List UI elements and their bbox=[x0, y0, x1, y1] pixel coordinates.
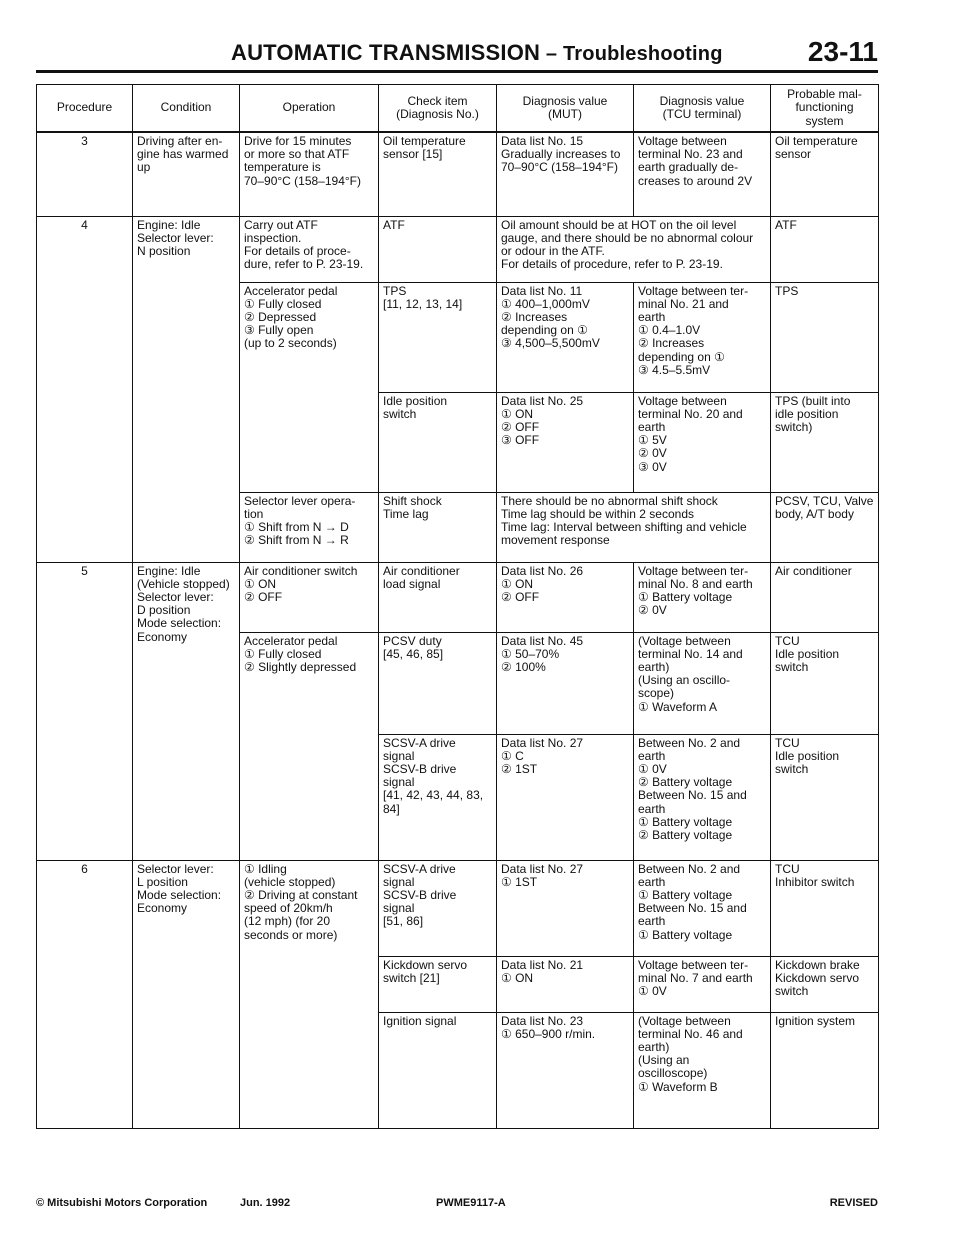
table-header-row bbox=[37, 85, 879, 133]
diagnosis-merged-cell: There should be no abnormal shift shock Time lag should be within 2 seconds Time lag: Interval between shifting and vehicle movement response bbox=[497, 492, 771, 562]
procedure-cell: 6 bbox=[37, 860, 133, 1128]
operation-cell: Drive for 15 minutes or more so that ATF temperature is 70–90°C (158–194°F) bbox=[240, 132, 379, 216]
operation-cell: Accelerator pedal ① Fully closed ② Depressed ③ Fully open (up to 2 seconds) bbox=[240, 282, 379, 492]
mut-value-cell: Data list No. 23 ① 650–900 r/min. bbox=[497, 1012, 634, 1128]
tcu-value-cell: Voltage between ter- minal No. 8 and earth ① Battery voltage ② 0V bbox=[634, 562, 771, 632]
system-cell: Ignition system bbox=[771, 1012, 879, 1128]
footer-code: PWME9117-A bbox=[436, 1197, 506, 1209]
mut-value-cell: Data list No. 27 ① 1ST bbox=[497, 860, 634, 956]
tcu-value-cell: Between No. 2 and earth ① Battery voltage Between No. 15 and earth ① Battery voltage bbox=[634, 860, 771, 956]
check-item-cell: SCSV-A drive signal SCSV-B drive signal [51, 86] bbox=[379, 860, 497, 956]
system-cell: ATF bbox=[771, 216, 879, 282]
mut-value-cell: Data list No. 21 ① ON bbox=[497, 956, 634, 1012]
procedure-cell: 5 bbox=[37, 562, 133, 860]
table-row bbox=[37, 860, 879, 956]
procedure-cell: 4 bbox=[37, 216, 133, 562]
mut-value-cell: Data list No. 26 ① ON ② OFF bbox=[497, 562, 634, 632]
system-cell: Air conditioner bbox=[771, 562, 879, 632]
title-sub: Troubleshooting bbox=[562, 43, 723, 65]
table-row bbox=[37, 562, 879, 632]
operation-cell: Air conditioner switch ① ON ② OFF bbox=[240, 562, 379, 632]
check-item-cell: PCSV duty [45, 46, 85] bbox=[379, 632, 497, 734]
tcu-value-cell: (Voltage between terminal No. 46 and earth) (Using an oscilloscope) ① Waveform B bbox=[634, 1012, 771, 1128]
col-check-item: Check item (Diagnosis No.) bbox=[379, 85, 497, 133]
system-cell: Kickdown brake Kickdown servo switch bbox=[771, 956, 879, 1012]
condition-cell: Selector lever: L position Mode selection: Economy bbox=[133, 860, 240, 1128]
col-diagnosis-tcu: Diagnosis value (TCU terminal) bbox=[634, 85, 771, 133]
check-item-cell: Kickdown servo switch [21] bbox=[379, 956, 497, 1012]
mut-value-cell: Data list No. 11 ① 400–1,000mV ② Increases depending on ① ③ 4,500–5,500mV bbox=[497, 282, 634, 392]
check-item-cell: SCSV-A drive signal SCSV-B drive signal [41, 42, 43, 44, 83, 84] bbox=[379, 734, 497, 860]
footer-copyright: © Mitsubishi Motors Corporation bbox=[36, 1197, 208, 1209]
check-item-cell: Ignition signal bbox=[379, 1012, 497, 1128]
system-cell: TCU Idle position switch bbox=[771, 632, 879, 734]
system-cell: TPS bbox=[771, 282, 879, 392]
title-dash: – bbox=[540, 43, 563, 65]
check-item-cell: Oil temperature sensor [15] bbox=[379, 132, 497, 216]
operation-cell: Accelerator pedal ① Fully closed ② Slightly depressed bbox=[240, 632, 379, 860]
tcu-value-cell: Voltage between ter- minal No. 7 and earth ① 0V bbox=[634, 956, 771, 1012]
page-number: 23-11 bbox=[807, 36, 878, 67]
mut-value-cell: Data list No. 25 ① ON ② OFF ③ OFF bbox=[497, 392, 634, 492]
col-procedure: Procedure bbox=[37, 85, 133, 133]
operation-cell: Carry out ATF inspection. For details of proce- dure, refer to P. 23-19. bbox=[240, 216, 379, 282]
operation-cell: Selector lever opera- tion ① Shift from N → D ② Shift from N → R bbox=[240, 492, 379, 562]
table-row bbox=[37, 132, 879, 216]
col-diagnosis-mut: Diagnosis value (MUT) bbox=[497, 85, 634, 133]
system-cell: TPS (built into idle position switch) bbox=[771, 392, 879, 492]
mut-value-cell: Data list No. 15 Gradually increases to 70–90°C (158–194°F) bbox=[497, 132, 634, 216]
check-item-cell: Idle position switch bbox=[379, 392, 497, 492]
check-item-cell: Air conditioner load signal bbox=[379, 562, 497, 632]
system-cell: TCU Inhibitor switch bbox=[771, 860, 879, 956]
footer-date: Jun. 1992 bbox=[240, 1197, 291, 1209]
mut-value-cell: Data list No. 27 ① C ② 1ST bbox=[497, 734, 634, 860]
diagnosis-merged-cell: Oil amount should be at HOT on the oil level gauge, and there should be no abnormal colour or odour in the ATF. For details of procedure, refer to P. 23-19. bbox=[497, 216, 771, 282]
table-row bbox=[37, 216, 879, 282]
tcu-value-cell: Voltage between ter- minal No. 21 and earth ① 0.4–1.0V ② Increases depending on ① ③ 4.5–5.5mV bbox=[634, 282, 771, 392]
tcu-value-cell: Voltage between terminal No. 20 and earth ① 5V ② 0V ③ 0V bbox=[634, 392, 771, 492]
condition-cell: Engine: Idle (Vehicle stopped) Selector lever: D position Mode selection: Economy bbox=[133, 562, 240, 860]
check-item-cell: Shift shock Time lag bbox=[379, 492, 497, 562]
procedure-cell: 3 bbox=[37, 132, 133, 216]
col-condition: Condition bbox=[133, 85, 240, 133]
condition-cell: Engine: Idle Selector lever: N position bbox=[133, 216, 240, 562]
tcu-value-cell: Between No. 2 and earth ① 0V ② Battery voltage Between No. 15 and earth ① Battery voltage ② Battery voltage bbox=[634, 734, 771, 860]
condition-cell: Driving after en- gine has warmed up bbox=[133, 132, 240, 216]
mut-value-cell: Data list No. 45 ① 50–70% ② 100% bbox=[497, 632, 634, 734]
col-operation: Operation bbox=[240, 85, 379, 133]
tcu-value-cell: (Voltage between terminal No. 14 and earth) (Using an oscillo- scope) ① Waveform A bbox=[634, 632, 771, 734]
system-cell: TCU Idle position switch bbox=[771, 734, 879, 860]
system-cell: PCSV, TCU, Valve body, A/T body bbox=[771, 492, 879, 562]
page-header bbox=[36, 32, 878, 72]
check-item-cell: ATF bbox=[379, 216, 497, 282]
page-title bbox=[231, 40, 723, 66]
troubleshooting-table bbox=[36, 84, 879, 1129]
check-item-cell: TPS [11, 12, 13, 14] bbox=[379, 282, 497, 392]
col-probable-system: Probable mal- functioning system bbox=[771, 85, 879, 133]
operation-cell: ① Idling (vehicle stopped) ② Driving at constant speed of 20km/h (12 mph) (for 20 seconds or more) bbox=[240, 860, 379, 1128]
title-main: AUTOMATIC TRANSMISSION bbox=[231, 40, 541, 65]
tcu-value-cell: Voltage between terminal No. 23 and earth gradually de- creases to around 2V bbox=[634, 132, 771, 216]
footer-status: REVISED bbox=[829, 1197, 878, 1209]
header-rule bbox=[36, 70, 878, 73]
system-cell: Oil temperature sensor bbox=[771, 132, 879, 216]
